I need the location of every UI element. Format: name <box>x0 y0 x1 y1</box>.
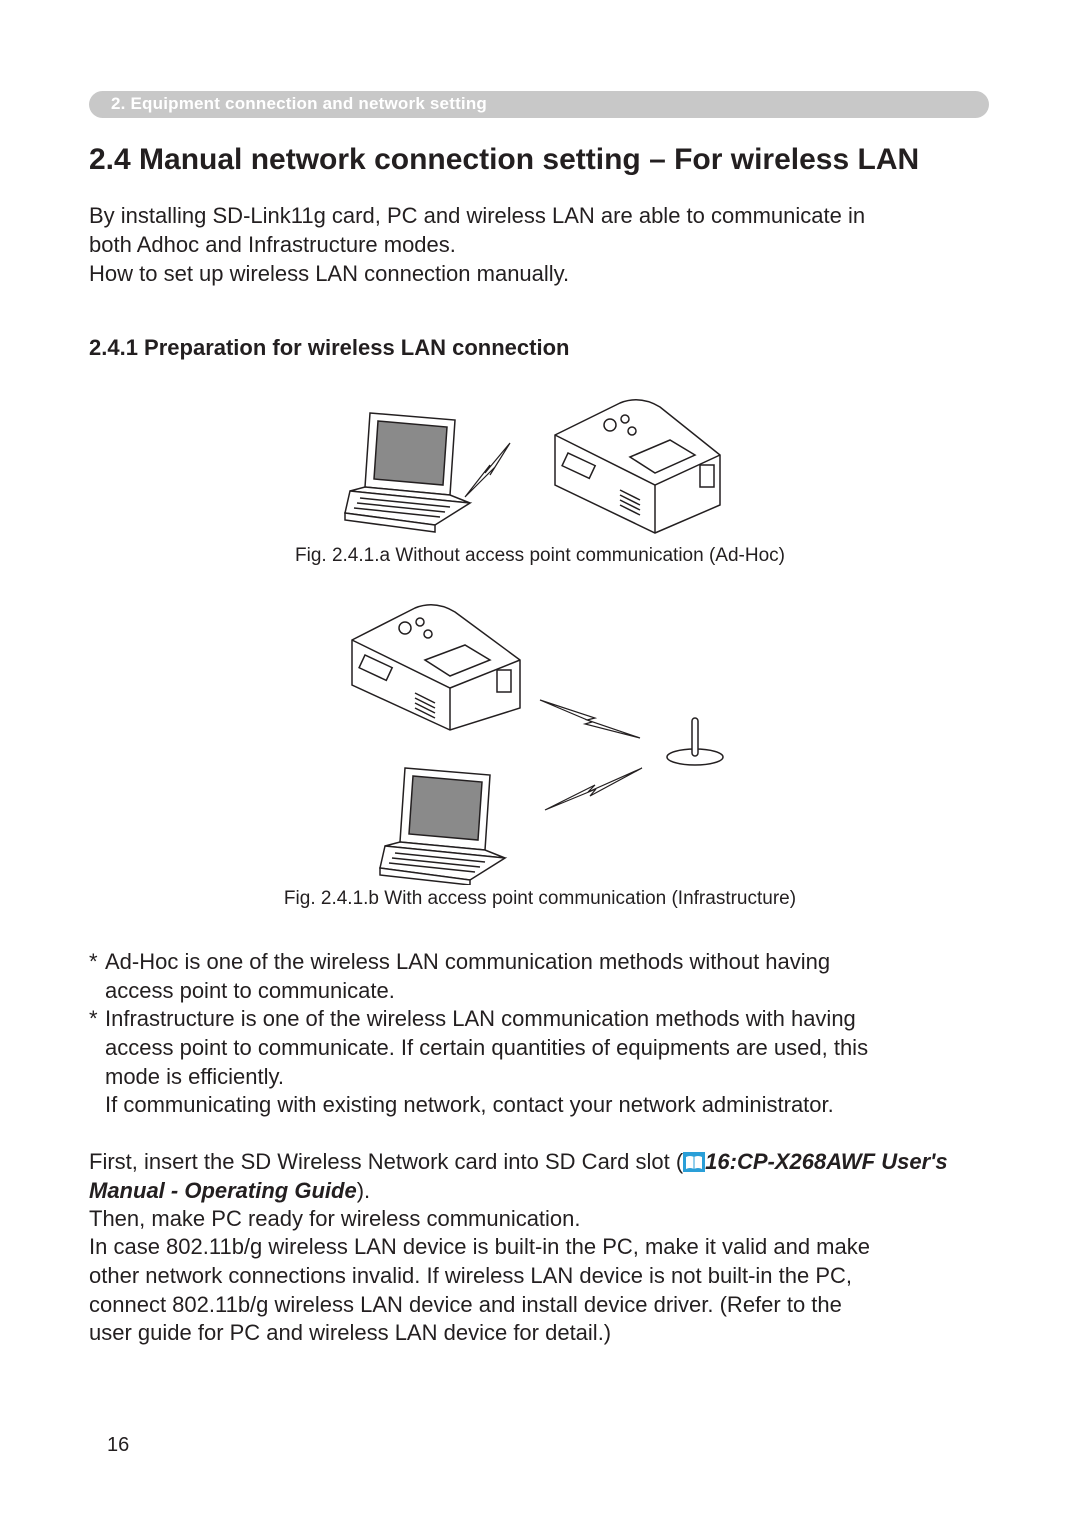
instruction-line-3: Then, make PC ready for wireless communication. <box>89 1206 581 1231</box>
page-title: 2.4 Manual network connection setting – For wireless LAN <box>89 143 920 176</box>
instruction-line-1 <box>89 1147 948 1176</box>
section-header-bar <box>89 91 989 118</box>
note-bullet: * <box>89 949 98 974</box>
intro-line-2: both Adhoc and Infrastructure modes. <box>89 232 456 257</box>
projector-icon <box>352 605 520 730</box>
note-bullet: * <box>89 1006 98 1031</box>
laptop-icon <box>345 413 470 532</box>
wireless-signal-icon <box>465 443 510 497</box>
wireless-signal-icon <box>540 700 640 738</box>
projector-icon <box>555 400 720 533</box>
section-header-label: 2. Equipment connection and network setting <box>111 94 488 113</box>
instruction-line-5: other network connections invalid. If wireless LAN device is not built-in the PC, <box>89 1263 853 1288</box>
note-infra-line-3: mode is efficiently. <box>105 1064 284 1089</box>
note-adhoc-line-2: access point to communicate. <box>105 978 395 1003</box>
manual-reference-link-cont[interactable]: Manual - Operating Guide <box>89 1178 357 1203</box>
figure-a-caption: Fig. 2.4.1.a Without access point communication (Ad-Hoc) <box>295 545 785 566</box>
instruction-line-6: connect 802.11b/g wireless LAN device and install device driver. (Refer to the <box>89 1292 842 1317</box>
intro-line-1: By installing SD-Link11g card, PC and wireless LAN are able to communicate in <box>89 203 866 228</box>
instruction-line-4: In case 802.11b/g wireless LAN device is built-in the PC, make it valid and make <box>89 1234 870 1259</box>
book-icon <box>683 1152 705 1172</box>
figure-b-caption: Fig. 2.4.1.b With access point communication (Infrastructure) <box>283 888 797 909</box>
manual-reference-link[interactable]: 16:CP-X268AWF User's <box>705 1149 948 1174</box>
note-infra-line-4: If communicating with existing network, contact your network administrator. <box>105 1092 834 1117</box>
instruction-line-1-text: First, insert the SD Wireless Network card into SD Card slot ( <box>89 1149 684 1174</box>
page-number: 16 <box>107 1434 130 1456</box>
figure-adhoc-illustration <box>340 395 740 535</box>
instruction-line-7: user guide for PC and wireless LAN device for detail.) <box>89 1320 612 1345</box>
note-infra-line-2: access point to communicate. If certain quantities of equipments are used, this <box>105 1035 869 1060</box>
instruction-line-2 <box>89 1176 370 1205</box>
intro-line-3: How to set up wireless LAN connection manually. <box>89 261 570 286</box>
instruction-line-2-suffix: ). <box>356 1178 371 1203</box>
note-infra-line-1: Infrastructure is one of the wireless LAN communication methods with having <box>105 1006 856 1031</box>
figure-infrastructure-illustration <box>340 600 740 885</box>
note-adhoc-line-1: Ad-Hoc is one of the wireless LAN communication methods without having <box>105 949 831 974</box>
laptop-icon <box>380 768 505 885</box>
access-point-icon <box>667 718 723 765</box>
wireless-signal-icon <box>545 768 642 810</box>
subsection-title: 2.4.1 Preparation for wireless LAN connection <box>89 335 570 360</box>
